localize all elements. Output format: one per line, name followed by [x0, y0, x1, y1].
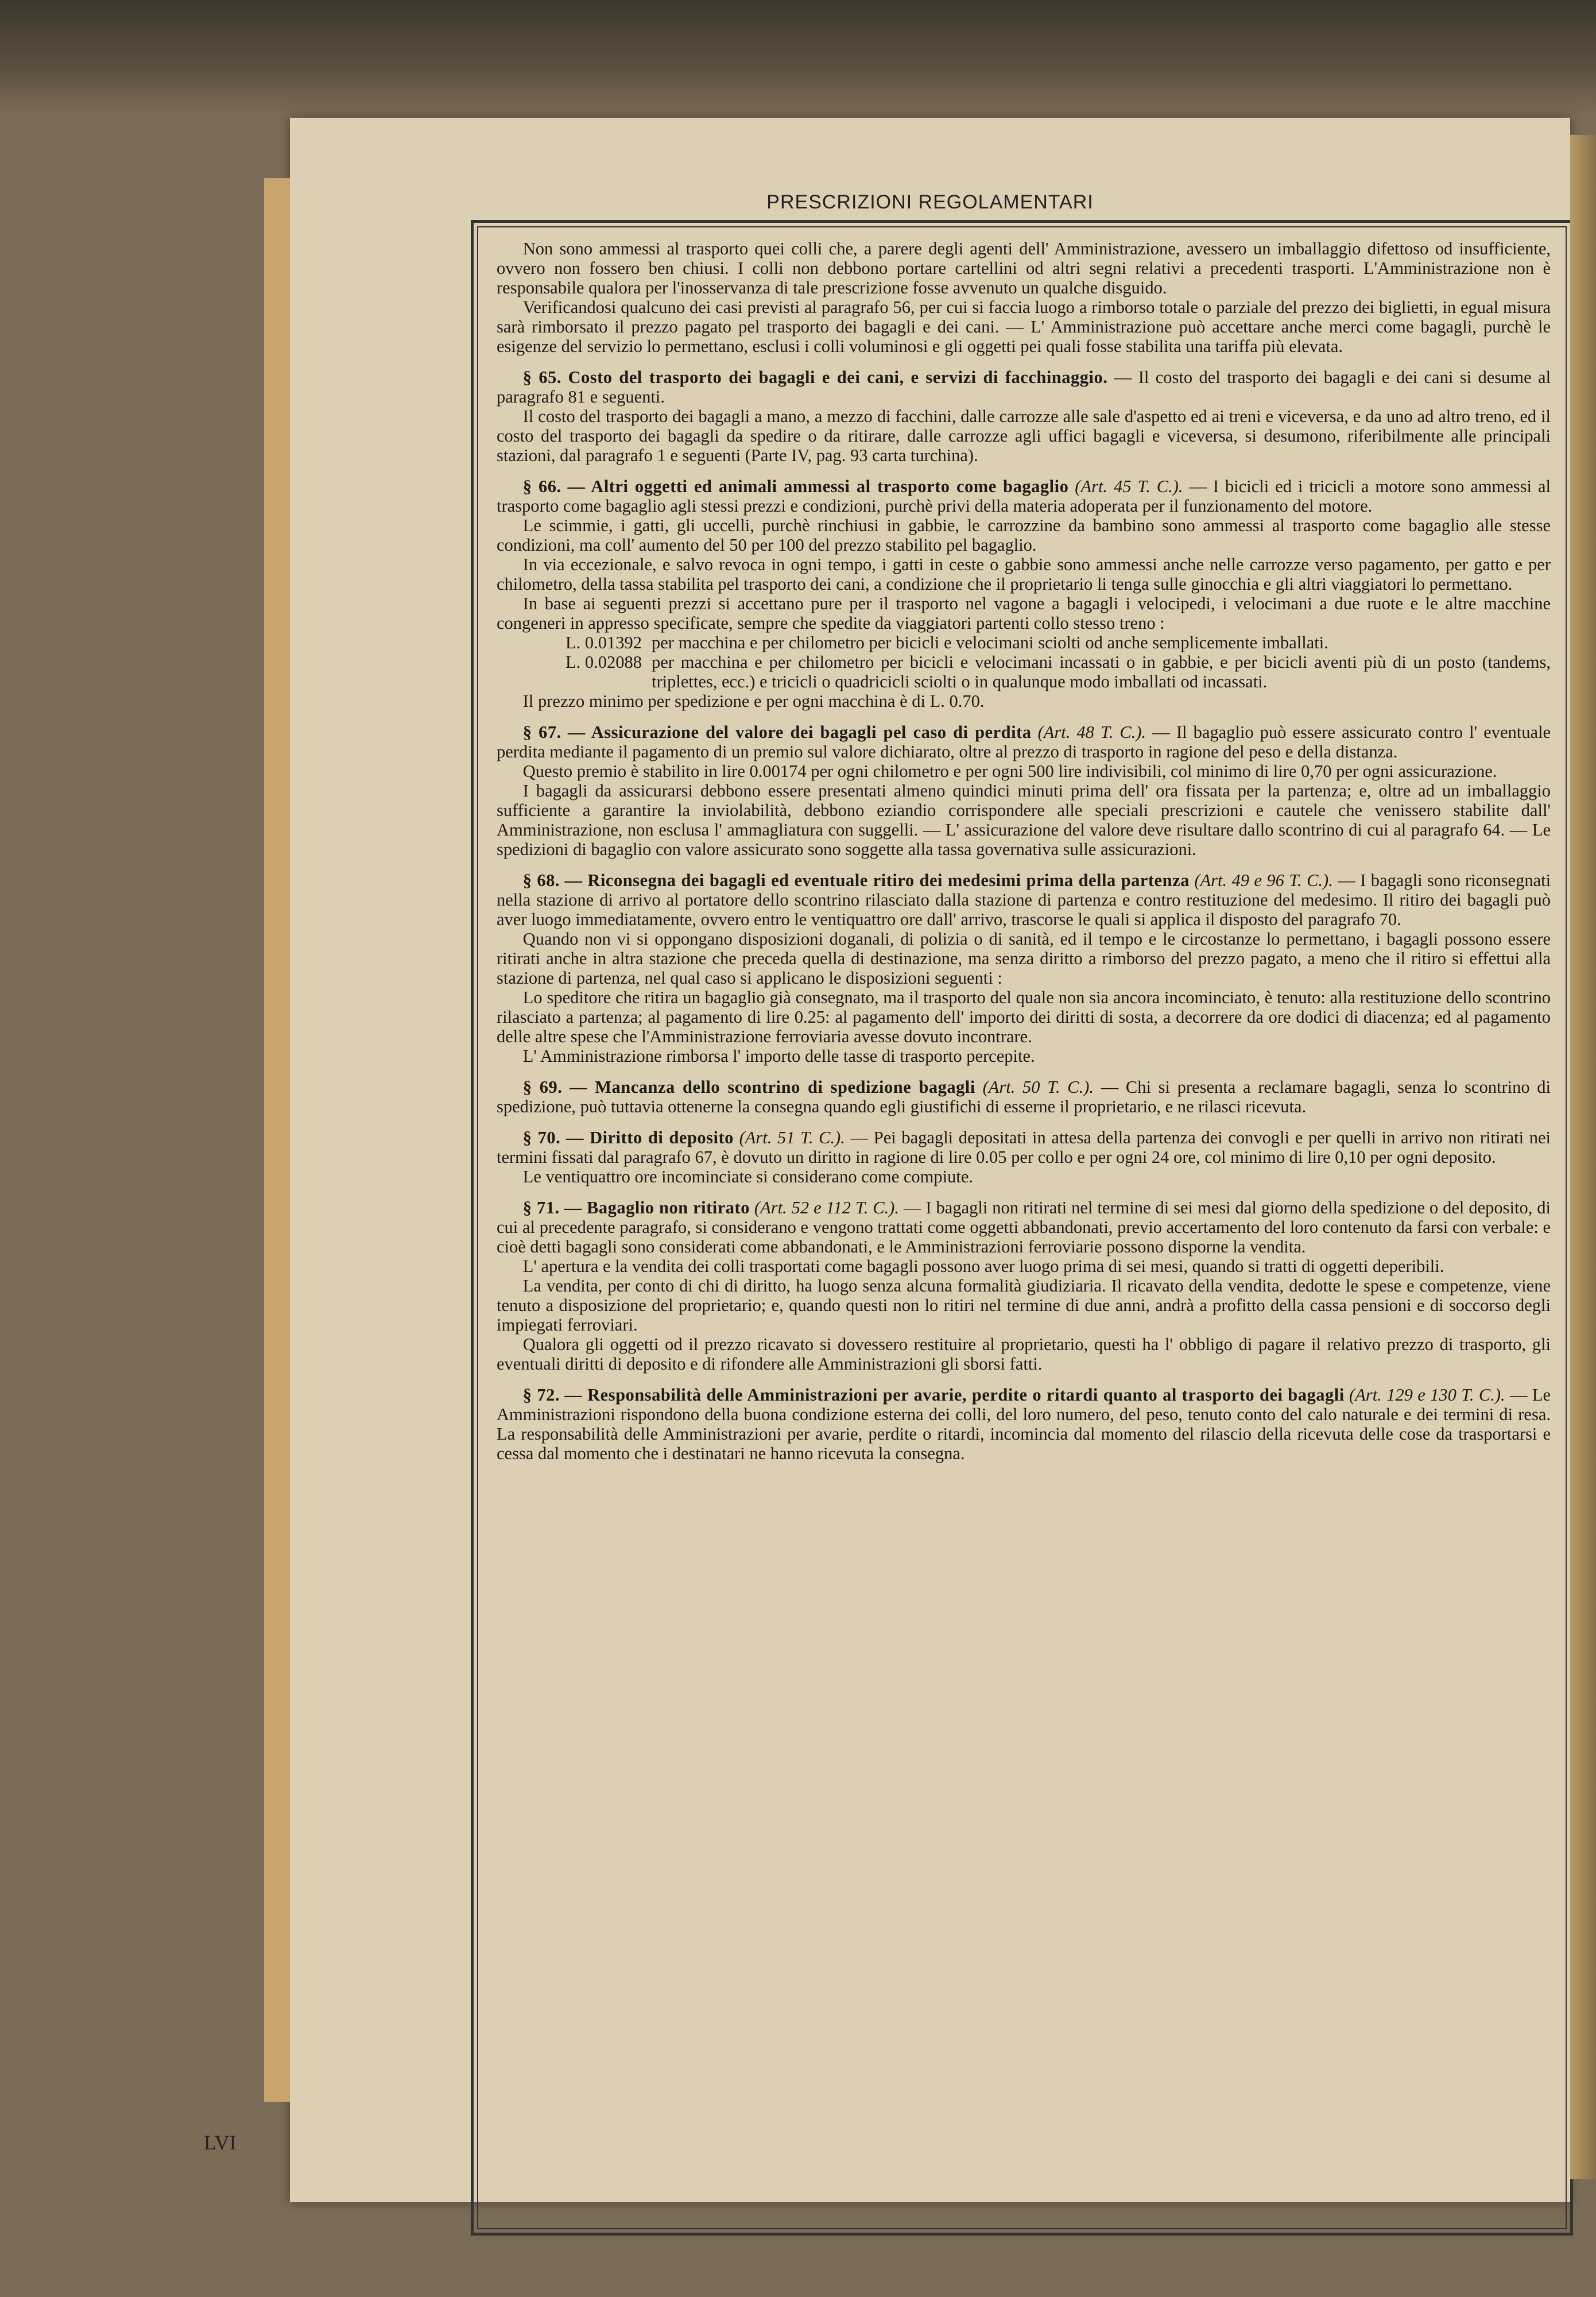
- section-text: — Il bagaglio può essere assicurato contro l' eventuale perdita mediante il pagamento di un premio sul valore dichiarato, oltre al prezzo di trasporto in ragione del peso e della distanza.: [497, 722, 1551, 761]
- section-number: § 70.: [522, 1128, 561, 1147]
- section-66: [497, 477, 1551, 516]
- section-paragraph: Il costo del trasporto dei bagagli a mano, a mezzo di facchini, dalle carrozze alle sale d'aspetto ed ai treni e viceversa, e da uno ad altro treno, ed il costo del trasporto dei bagagli da spedire o da ritirare, dalle carrozze agli uffici bagagli e viceversa, si desumono, riferibilmente alle principali stazioni, dal paragrafo 1 e seguenti (Parte IV, pag. 93 carta turchina).: [497, 407, 1551, 465]
- rate-description: per macchina e per chilometro per bicicli e velocimani incassati o in gabbie, e per bicicli aventi più di un posto (tandems, triplettes, ecc.) e tricicli o quadricicli sciolti o in qualunque modo imballati od incassati.: [652, 652, 1551, 691]
- rate-row: [565, 652, 1551, 691]
- section-text: — Le Amministrazioni rispondono della buona condizione esterna dei colli, del loro numero, del peso, tenuto conto del calo naturale e dei termini di resa. La responsabilità delle Amministrazioni per avarie, perdite o ritardi, incomincia dal momento del rilascio della ricevuta delle cose da trasportarsi e cessa dal momento che i destinatari ne hanno ricevuta la consegna.: [497, 1385, 1551, 1463]
- section-number: § 71.: [522, 1198, 560, 1217]
- section-65: [497, 368, 1551, 407]
- rate-amount: L. 0.02088: [565, 652, 642, 672]
- section-title: — Altri oggetti ed animali ammessi al trasporto come bagaglio: [567, 477, 1069, 496]
- intro-paragraph: Verificandosi qualcuno dei casi previsti al paragrafo 56, per cui si faccia luogo a rimborso totale o parziale del prezzo dei biglietti, in egual misura sarà rimborsato il prezzo pagato pel trasporto dei bagagli e dei cani. — L' Amministrazione può accettare anche merci come bagagli, purchè le esigenze del servizio lo permettano, esclusi i colli voluminosi e gli oggetti pei quali fosse stabilita una tariffa più elevata.: [497, 297, 1551, 356]
- section-70: [497, 1128, 1551, 1167]
- section-paragraph: Questo premio è stabilito in lire 0.00174 per ogni chilometro e per ogni 500 lire indivisibili, col minimo di lire 0,70 per ogni assicurazione.: [522, 761, 1497, 781]
- section-paragraph: Le ventiquattro ore incominciate si considerano come compiute.: [522, 1167, 974, 1186]
- section-paragraph: L' apertura e la vendita dei colli trasportati come bagagli possono aver luogo prima di sei mesi, quando si tratti di oggetti deperibili.: [522, 1256, 1444, 1276]
- section-reference: (Art. 129 e 130 T. C.).: [1349, 1385, 1505, 1405]
- section-text: — I bagagli sono riconsegnati nella stazione di arrivo al portatore dello scontrino rilasciato dalla stazione di partenza e contro restituzione del medesimo. Il ritiro dei bagagli può aver luogo immediatamente, ovvero entro le ventiquattro ore dall' arrivo, trascorse le quali si applica il disposto del paragrafo 70.: [497, 871, 1551, 929]
- rate-row: [565, 633, 1551, 652]
- section-number: § 68.: [522, 871, 560, 890]
- rate-description: per macchina e per chilometro per bicicli e velocimani sciolti od anche semplicemente imballati.: [652, 633, 1328, 652]
- section-68: [497, 871, 1551, 929]
- section-paragraph: Qualora gli oggetti od il prezzo ricavato si dovessero restituire al proprietario, questi ha l' obbligo di pagare il relativo prezzo di trasporto, gli eventuali diritti di deposito e di rifondere alle Amministrazioni gli sborsi fatti.: [497, 1335, 1551, 1374]
- section-text: — Il costo del trasporto dei bagagli e dei cani si desume al paragrafo 81 e seguenti.: [497, 368, 1551, 407]
- section-reference: (Art. 48 T. C.).: [1037, 722, 1146, 742]
- section-text: — I bagagli non ritirati nel termine di sei mesi dal giorno della spedizione o del deposito, di cui al precedente paragrafo, si considerano e vengono trattati come oggetti abbandonati, previo accertamento del loro contenuto da farsi con verbale: e cioè detti bagagli sono considerati come abbandonati, e le Amministrazioni ferroviarie possono disporne la vendita.: [497, 1198, 1551, 1256]
- section-text: — Pei bagagli depositati in attesa della partenza dei convogli e per quelli in arrivo non ritirati nei termini fissati dal paragrafo 67, è dovuto un diritto in ragione di lire 0.05 per collo e per ogni 24 ore, col minimo di lire 0,10 per ogni deposito.: [497, 1128, 1551, 1167]
- section-reference: (Art. 52 e 112 T. C.).: [754, 1198, 900, 1217]
- section-title: — Assicurazione del valore dei bagagli pel caso di perdita: [567, 722, 1032, 742]
- section-title: — Responsabilità delle Amministrazioni per avarie, perdite o ritardi quanto al trasporto dei bagagli: [564, 1385, 1345, 1405]
- section-number: § 69.: [522, 1077, 563, 1097]
- section-number: § 67.: [522, 722, 561, 742]
- section-reference: (Art. 45 T. C.).: [1075, 477, 1183, 496]
- section-text: — Chi si presenta a reclamare bagagli, senza lo scontrino di spedizione, può tuttavia ottenerne la consegna quando egli giustifichi di esserne il proprietario, e ne rilasci ricevuta.: [497, 1077, 1551, 1116]
- page-number: LVI: [204, 2131, 237, 2154]
- section-number: § 72.: [522, 1385, 560, 1405]
- section-number: § 65.: [522, 368, 562, 387]
- section-text: — I bicicli ed i tricicli a motore sono ammessi al trasporto come bagaglio agli stessi prezzi e condizioni, purchè privi della materia adoperata per il funzionamento del motore.: [497, 477, 1551, 516]
- section-reference: (Art. 51 T. C.).: [739, 1128, 845, 1147]
- page: [290, 118, 1570, 2202]
- section-paragraph: I bagagli da assicurarsi debbono essere presentati almeno quindici minuti prima dell' ora fissata per la partenza; e, oltre ad un imballaggio sufficiente a garantire la inviolabilità, debbono eziandio corrispondere alle speciali prescrizioni e cautele che venissero stabilite dall' Amministrazione, non esclusa l' ammagliatura con suggelli. — L' assicurazione del valore deve risultare dallo scontrino di cui al paragrafo 64. — Le spedizioni di bagaglio con valore assicurato sono soggette alla tassa governativa sulle assicurazioni.: [497, 781, 1551, 859]
- section-title: — Bagaglio non ritirato: [564, 1198, 750, 1217]
- section-72: [497, 1385, 1551, 1463]
- running-head: PRESCRIZIONI REGOLAMENTARI: [766, 191, 1094, 213]
- text-frame: [471, 220, 1573, 2236]
- section-71: [497, 1198, 1551, 1256]
- section-reference: (Art. 49 e 96 T. C.).: [1194, 871, 1333, 890]
- section-paragraph: In base ai seguenti prezzi si accettano pure per il trasporto nel vagone a bagagli i velocipedi, i velocimani a due ruote e le altre macchine congeneri in appresso specificate, sempre che spedite da viaggiatori partenti collo stesso treno :: [497, 594, 1551, 633]
- rates-table: [565, 633, 1551, 691]
- section-paragraph: Lo speditore che ritira un bagaglio già consegnato, ma il trasporto del quale non sia ancora incominciato, è tenuto: alla restituzione dello scontrino rilasciato a partenza; al pagamento di lire 0.25: al pagamento dell' importo dei diritti di sosta, a decorrere da ore dodici di diacenza; ed al pagamento delle altre spese che l'Amministrazione ferroviaria avesse dovuto incontrare.: [497, 988, 1551, 1046]
- section-reference: (Art. 50 T. C.).: [982, 1077, 1094, 1097]
- section-paragraph: L' Amministrazione rimborsa l' importo delle tasse di trasporto percepite.: [522, 1046, 1035, 1066]
- section-title: — Mancanza dello scontrino di spedizione bagagli: [570, 1077, 975, 1097]
- section-title: — Diritto di deposito: [565, 1128, 734, 1147]
- intro-paragraph: Non sono ammessi al trasporto quei colli che, a parere degli agenti dell' Amministrazione, avessero un imballaggio difettoso od insufficiente, ovvero non fossero ben chiusi. I colli non debbono portare cartellini od altri segni relativi a precedenti trasporti. L'Amministrazione non è responsabile qualora per l'inosservanza di tale prescrizione fosse avvenuto un qualche disguido.: [497, 239, 1551, 297]
- section-paragraph: La vendita, per conto di chi di diritto, ha luogo senza alcuna formalità giudiziaria. Il ricavato della vendita, dedotte le spese e competenze, viene tenuto a disposizione del proprietario; e, quando questi non lo ritiri nel termine di due anni, andrà a profitto della cassa pensioni e di soccorso degli impiegati ferroviari.: [497, 1276, 1551, 1335]
- section-67: [497, 722, 1551, 761]
- rate-amount: L. 0.01392: [565, 633, 642, 652]
- section-69: [497, 1077, 1551, 1116]
- section-paragraph: Le scimmie, i gatti, gli uccelli, purchè rinchiusi in gabbie, le carrozzine da bambino sono ammessi al trasporto come bagaglio alle stesse condizioni, ma coll' aumento del 50 per 100 del prezzo stabilito pel bagaglio.: [497, 516, 1551, 555]
- section-paragraph: In via eccezionale, e salvo revoca in ogni tempo, i gatti in ceste o gabbie sono ammessi anche nelle carrozze verso pagamento, per gatto e per chilometro, della tassa stabilita pel trasporto dei cani, a condizione che il proprietario li tenga sulle ginocchia e gli altri viaggiatori lo permettano.: [497, 555, 1551, 594]
- section-number: § 66.: [522, 477, 561, 496]
- section-title: Costo del trasporto dei bagagli e dei cani, e servizi di facchinaggio.: [568, 368, 1108, 387]
- body-text: [497, 239, 1551, 2215]
- section-paragraph: Quando non vi si oppongano disposizioni doganali, di polizia o di sanità, ed il tempo e le circostanze lo permettano, i bagagli possono essere ritirati anche in altra stazione che preceda quella di destinazione, ma senza diritto a rimborso del prezzo pagato, a meno che il ritiro si effettui alla stazione di partenza, nel qual caso si applicano le disposizioni seguenti :: [497, 929, 1551, 988]
- section-title: — Riconsegna dei bagagli ed eventuale ritiro dei medesimi prima della partenza: [564, 871, 1190, 890]
- section-paragraph: Il prezzo minimo per spedizione e per ogni macchina è di L. 0.70.: [522, 691, 985, 711]
